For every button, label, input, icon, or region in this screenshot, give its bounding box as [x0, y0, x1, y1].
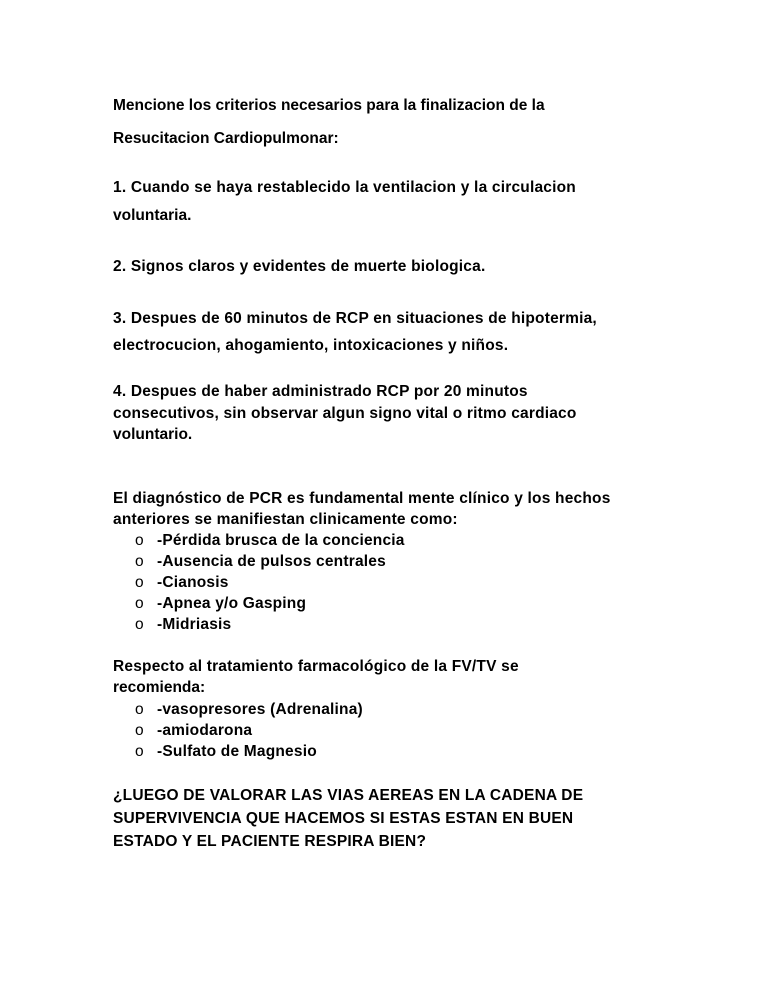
bullet-circle-icon: o	[135, 553, 144, 570]
question-2-line-1: ¿LUEGO DE VALORAR LAS VIAS AEREAS EN LA CADENA DE	[113, 787, 584, 804]
bullet-circle-icon: o	[135, 743, 144, 760]
question-heading-line-2: Resucitacion Cardiopulmonar:	[113, 130, 339, 147]
criterion-3-line-2: electrocucion, ahogamiento, intoxicaciones y niños.	[113, 337, 509, 354]
bullet-circle-icon: o	[135, 532, 144, 549]
diagnosis-line-2: anteriores se manifiestan clinicamente como:	[113, 511, 458, 528]
treatment-list-item: o -Sulfato de Magnesio	[135, 743, 317, 760]
criterion-4-line-2: consecutivos, sin observar algun signo vital o ritmo cardiaco	[113, 405, 577, 422]
treatment-list-item: o -vasopresores (Adrenalina)	[135, 701, 363, 718]
criterion-1-line-2: voluntaria.	[113, 207, 192, 224]
bullet-circle-icon: o	[135, 595, 144, 612]
diagnosis-list-item: o -Ausencia de pulsos centrales	[135, 553, 386, 570]
diagnosis-line-1: El diagnóstico de PCR es fundamental mente clínico y los hechos	[113, 490, 611, 507]
criterion-4-line-1: 4. Despues de haber administrado RCP por 20 minutos	[113, 383, 528, 400]
question-2-line-2: SUPERVIVENCIA QUE HACEMOS SI ESTAS ESTAN EN BUEN	[113, 810, 574, 827]
bullet-circle-icon: o	[135, 722, 144, 739]
criterion-1-line-1: 1. Cuando se haya restablecido la ventilacion y la circulacion	[113, 179, 576, 196]
diagnosis-list-item: o -Pérdida brusca de la conciencia	[135, 532, 405, 549]
question-2-line-3: ESTADO Y EL PACIENTE RESPIRA BIEN?	[113, 833, 427, 850]
diagnosis-list-item: o -Apnea y/o Gasping	[135, 595, 307, 612]
treatment-line-1: Respecto al tratamiento farmacológico de la FV/TV se	[113, 658, 519, 675]
bullet-circle-icon: o	[135, 574, 144, 591]
bullet-circle-icon: o	[135, 701, 144, 718]
criterion-3-line-1: 3. Despues de 60 minutos de RCP en situaciones de hipotermia,	[113, 310, 597, 327]
diagnosis-list-item: o -Cianosis	[135, 574, 229, 591]
treatment-list-item: o -amiodarona	[135, 722, 253, 739]
question-heading-line-1: Mencione los criterios necesarios para la finalizacion de la	[113, 97, 545, 114]
treatment-line-2: recomienda:	[113, 679, 206, 696]
criterion-4-line-3: voluntario.	[113, 426, 193, 443]
criterion-2-line-1: 2. Signos claros y evidentes de muerte biologica.	[113, 258, 486, 275]
diagnosis-list-item: o -Midriasis	[135, 616, 232, 633]
bullet-circle-icon: o	[135, 616, 144, 633]
